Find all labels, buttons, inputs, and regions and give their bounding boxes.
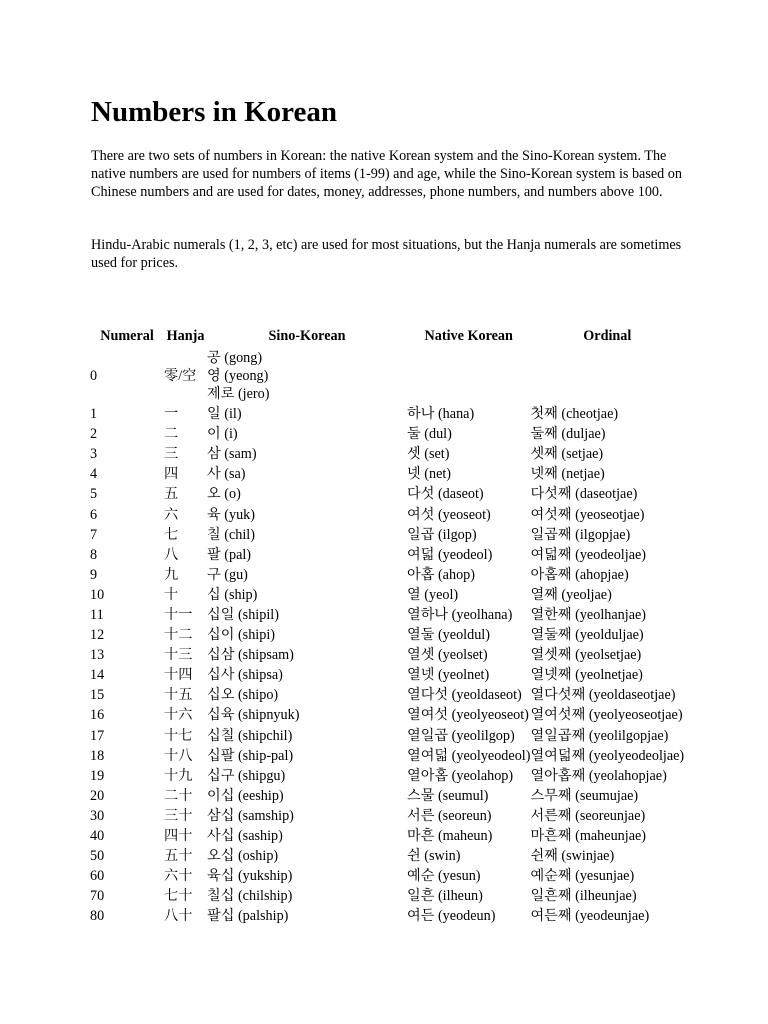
cell-numeral: 15 bbox=[90, 687, 105, 704]
table-row bbox=[90, 525, 684, 545]
cell-sino-korean: 팔 (pal) bbox=[207, 546, 252, 563]
cell-hanja: 十六 bbox=[164, 707, 193, 724]
cell-numeral: 1 bbox=[90, 406, 98, 423]
cell-ordinal: 여섯째 (yeoseotjae) bbox=[530, 506, 645, 523]
cell-sino-korean: 이십 (eeship) bbox=[207, 787, 284, 804]
cell-native-korean: 일곱 (ilgop) bbox=[407, 526, 477, 543]
cell-ordinal: 일곱째 (ilgopjae) bbox=[530, 526, 631, 543]
cell-hanja: 十四 bbox=[164, 667, 193, 684]
cell-hanja: 十三 bbox=[164, 647, 193, 664]
cell-numeral: 6 bbox=[90, 506, 98, 523]
table-row bbox=[90, 746, 684, 766]
cell-numeral: 80 bbox=[90, 908, 105, 925]
cell-sino-korean: 팔십 (palship) bbox=[207, 908, 289, 925]
table-row bbox=[90, 685, 684, 705]
cell-native-korean: 예순 (yesun) bbox=[407, 868, 481, 885]
cell-numeral: 4 bbox=[90, 466, 98, 483]
cell-sino-korean: 삼 (sam) bbox=[207, 446, 257, 463]
cell-numeral: 11 bbox=[90, 606, 104, 623]
cell-sino-korean: 오십 (oship) bbox=[207, 848, 279, 865]
table-row bbox=[90, 565, 684, 585]
cell-ordinal: 넷째 (netjae) bbox=[530, 466, 605, 483]
cell-native-korean: 서른 (seoreun) bbox=[407, 807, 492, 824]
cell-native-korean: 다섯 (daseot) bbox=[407, 486, 484, 503]
table-row bbox=[90, 464, 684, 484]
cell-ordinal: 마흔째 (maheunjae) bbox=[530, 828, 647, 845]
cell-ordinal: 서른째 (seoreunjae) bbox=[530, 807, 646, 824]
cell-native-korean bbox=[407, 347, 530, 404]
cell-numeral: 2 bbox=[90, 426, 98, 443]
cell-numeral: 17 bbox=[90, 727, 105, 744]
sino-variant: 공 (gong) bbox=[207, 349, 263, 366]
sino-variant: 제로 (jero) bbox=[207, 385, 270, 402]
cell-ordinal: 아홉째 (ahopjae) bbox=[530, 566, 629, 583]
intro-paragraph: There are two sets of numbers in Korean: the native Korean system and the Sino-Korean system. The native numbers are used for numbers of items (1-99) and age, while the Sino-Korean system is based on Chinese numbers and are used for dates, money, addresses, phone numbers, and numbers above 100. bbox=[91, 148, 682, 200]
cell-native-korean: 열 (yeol) bbox=[407, 586, 459, 603]
cell-native-korean: 셋 (set) bbox=[407, 446, 450, 463]
cell-sino-korean: 십 (ship) bbox=[207, 586, 258, 603]
cell-hanja: 十八 bbox=[164, 747, 193, 764]
cell-sino-korean: 십오 (shipo) bbox=[207, 687, 279, 704]
cell-native-korean: 둘 (dul) bbox=[407, 426, 452, 443]
cell-native-korean: 마흔 (maheun) bbox=[407, 828, 493, 845]
cell-native-korean: 스물 (seumul) bbox=[407, 787, 489, 804]
numbers-table bbox=[90, 327, 684, 926]
cell-numeral: 16 bbox=[90, 707, 105, 724]
cell-sino-korean: 육 (yuk) bbox=[207, 506, 255, 523]
table-row bbox=[90, 645, 684, 665]
cell-ordinal: 예순째 (yesunjae) bbox=[530, 868, 635, 885]
cell-ordinal: 다섯째 (daseotjae) bbox=[530, 486, 638, 503]
cell-numeral: 13 bbox=[90, 647, 105, 664]
table-row bbox=[90, 585, 684, 605]
cell-hanja: 二 bbox=[164, 426, 179, 443]
cell-numeral: 10 bbox=[90, 586, 105, 603]
table-row bbox=[90, 806, 684, 826]
page-title: Numbers in Korean bbox=[91, 96, 337, 128]
table-row bbox=[90, 404, 684, 424]
cell-native-korean: 열하나 (yeolhana) bbox=[407, 606, 513, 623]
cell-numeral: 60 bbox=[90, 868, 105, 885]
cell-hanja: 十九 bbox=[164, 767, 193, 784]
cell-numeral: 70 bbox=[90, 888, 105, 905]
cell-sino-korean: 일 (il) bbox=[207, 406, 242, 423]
cell-hanja: 十五 bbox=[164, 687, 193, 704]
cell-hanja: 七十 bbox=[164, 888, 193, 905]
cell-hanja: 九 bbox=[164, 566, 179, 583]
table-row bbox=[90, 444, 684, 464]
cell-numeral: 5 bbox=[90, 486, 98, 503]
cell-ordinal: 둘째 (duljae) bbox=[530, 426, 606, 443]
cell-ordinal: 열째 (yeoljae) bbox=[530, 586, 612, 603]
cell-sino-korean: 십삼 (shipsam) bbox=[207, 647, 294, 664]
cell-ordinal: 첫째 (cheotjae) bbox=[530, 406, 619, 423]
cell-native-korean: 열셋 (yeolset) bbox=[407, 647, 488, 664]
cell-native-korean: 쉰 (swin) bbox=[407, 848, 461, 865]
cell-sino-korean: 사십 (saship) bbox=[207, 828, 283, 845]
cell-sino-korean: 십이 (shipi) bbox=[207, 627, 275, 644]
table-row bbox=[90, 484, 684, 504]
cell-numeral: 50 bbox=[90, 848, 105, 865]
cell-ordinal: 열넷째 (yeolnetjae) bbox=[530, 667, 643, 684]
cell-sino-korean bbox=[207, 347, 407, 404]
cell-native-korean: 열다섯 (yeoldaseot) bbox=[407, 687, 522, 704]
cell-native-korean: 열넷 (yeolnet) bbox=[407, 667, 490, 684]
cell-ordinal bbox=[530, 347, 684, 404]
table-row bbox=[90, 424, 684, 444]
cell-ordinal: 열한째 (yeolhanjae) bbox=[530, 606, 647, 623]
cell-native-korean: 넷 (net) bbox=[407, 466, 452, 483]
cell-numeral: 7 bbox=[90, 526, 98, 543]
cell-ordinal: 일흔째 (ilheunjae) bbox=[530, 888, 637, 905]
cell-numeral: 3 bbox=[90, 446, 98, 463]
cell-native-korean: 열둘 (yeoldul) bbox=[407, 627, 490, 644]
table-row bbox=[90, 504, 684, 524]
cell-sino-korean: 십칠 (shipchil) bbox=[207, 727, 293, 744]
table-header-row bbox=[90, 327, 684, 347]
cell-ordinal: 열아홉째 (yeolahopjae) bbox=[530, 767, 667, 784]
cell-ordinal: 열여덟째 (yeolyeodeoljae) bbox=[530, 747, 685, 764]
table-row bbox=[90, 605, 684, 625]
cell-hanja: 六 bbox=[164, 506, 179, 523]
cell-hanja: 一 bbox=[164, 406, 179, 423]
cell-sino-korean: 사 (sa) bbox=[207, 466, 246, 483]
cell-ordinal: 여든째 (yeodeunjae) bbox=[530, 908, 650, 925]
cell-native-korean: 일흔 (ilheun) bbox=[407, 888, 483, 905]
cell-numeral: 19 bbox=[90, 767, 105, 784]
cell-numeral: 30 bbox=[90, 807, 105, 824]
table-row bbox=[90, 665, 684, 685]
sino-variant: 영 (yeong) bbox=[207, 367, 269, 384]
cell-sino-korean: 구 (gu) bbox=[207, 566, 248, 583]
cell-hanja: 零/空 bbox=[164, 367, 197, 384]
cell-native-korean: 아홉 (ahop) bbox=[407, 566, 475, 583]
cell-ordinal: 열다섯째 (yeoldaseotjae) bbox=[530, 687, 676, 704]
cell-ordinal: 여덟째 (yeodeoljae) bbox=[530, 546, 647, 563]
table-row bbox=[90, 826, 684, 846]
cell-ordinal: 열여섯째 (yeolyeoseotjae) bbox=[530, 707, 683, 724]
cell-ordinal: 열둘째 (yeolduljae) bbox=[530, 627, 644, 644]
cell-sino-korean: 이 (i) bbox=[207, 426, 238, 443]
cell-native-korean: 열여섯 (yeolyeoseot) bbox=[407, 707, 529, 724]
table-row bbox=[90, 766, 684, 786]
cell-sino-korean: 칠십 (chilship) bbox=[207, 888, 293, 905]
table-row bbox=[90, 705, 684, 725]
cell-sino-korean: 칠 (chil) bbox=[207, 526, 255, 543]
cell-numeral: 20 bbox=[90, 787, 105, 804]
cell-numeral: 12 bbox=[90, 627, 105, 644]
table-row bbox=[90, 726, 684, 746]
cell-ordinal: 열일곱째 (yeolilgopjae) bbox=[530, 727, 669, 744]
cell-ordinal: 열셋째 (yeolsetjae) bbox=[530, 647, 642, 664]
numerals-paragraph: Hindu-Arabic numerals (1, 2, 3, etc) are used for most situations, but the Hanja numerals are sometimes used for prices. bbox=[91, 237, 682, 271]
cell-hanja: 七 bbox=[164, 526, 179, 543]
cell-hanja: 十七 bbox=[164, 727, 193, 744]
cell-hanja: 十二 bbox=[164, 627, 193, 644]
table-row bbox=[90, 866, 684, 886]
cell-native-korean: 열일곱 (yeolilgop) bbox=[407, 727, 515, 744]
header-hanja: Hanja bbox=[166, 328, 205, 344]
cell-hanja: 四 bbox=[164, 466, 179, 483]
cell-hanja: 六十 bbox=[164, 868, 193, 885]
table-row bbox=[90, 786, 684, 806]
cell-native-korean: 여섯 (yeoseot) bbox=[407, 506, 491, 523]
cell-hanja: 十一 bbox=[164, 606, 193, 623]
cell-hanja: 四十 bbox=[164, 828, 193, 845]
cell-ordinal: 쉰째 (swinjae) bbox=[530, 848, 615, 865]
cell-numeral: 8 bbox=[90, 546, 98, 563]
table-row bbox=[90, 906, 684, 926]
header-native-korean: Native Korean bbox=[424, 328, 513, 344]
header-ordinal: Ordinal bbox=[583, 328, 632, 344]
cell-sino-korean: 십육 (shipnyuk) bbox=[207, 707, 300, 724]
table-row bbox=[90, 545, 684, 565]
cell-native-korean: 여든 (yeodeun) bbox=[407, 908, 496, 925]
cell-native-korean: 열여덟 (yeolyeodeol) bbox=[407, 747, 531, 764]
table-row bbox=[90, 886, 684, 906]
cell-hanja: 二十 bbox=[164, 787, 193, 804]
cell-native-korean: 열아홉 (yeolahop) bbox=[407, 767, 514, 784]
cell-sino-korean: 십구 (shipgu) bbox=[207, 767, 286, 784]
cell-sino-korean: 십팔 (ship-pal) bbox=[207, 747, 294, 764]
cell-hanja: 八 bbox=[164, 546, 179, 563]
cell-numeral: 40 bbox=[90, 828, 105, 845]
cell-numeral: 9 bbox=[90, 566, 98, 583]
table-row bbox=[90, 625, 684, 645]
header-numeral: Numeral bbox=[100, 328, 154, 344]
cell-sino-korean: 육십 (yukship) bbox=[207, 868, 293, 885]
cell-sino-korean: 십일 (shipil) bbox=[207, 606, 279, 623]
cell-ordinal: 스무째 (seumujae) bbox=[530, 787, 639, 804]
table-row bbox=[90, 846, 684, 866]
cell-native-korean: 여덟 (yeodeol) bbox=[407, 546, 493, 563]
cell-sino-korean: 십사 (shipsa) bbox=[207, 667, 283, 684]
cell-ordinal: 셋째 (setjae) bbox=[530, 446, 604, 463]
cell-numeral: 14 bbox=[90, 667, 105, 684]
cell-native-korean: 하나 (hana) bbox=[407, 406, 475, 423]
cell-hanja: 五 bbox=[164, 486, 179, 503]
cell-hanja: 五十 bbox=[164, 848, 193, 865]
header-sino-korean: Sino-Korean bbox=[268, 328, 346, 344]
cell-sino-korean: 삼십 (samship) bbox=[207, 807, 294, 824]
cell-sino-korean: 오 (o) bbox=[207, 486, 241, 503]
cell-hanja: 三 bbox=[164, 446, 179, 463]
cell-numeral: 18 bbox=[90, 747, 105, 764]
cell-hanja: 十 bbox=[164, 586, 179, 603]
table-row-zero bbox=[90, 347, 684, 404]
cell-hanja: 三十 bbox=[164, 807, 193, 824]
cell-hanja: 八十 bbox=[164, 908, 193, 925]
cell-numeral: 0 bbox=[90, 367, 98, 384]
